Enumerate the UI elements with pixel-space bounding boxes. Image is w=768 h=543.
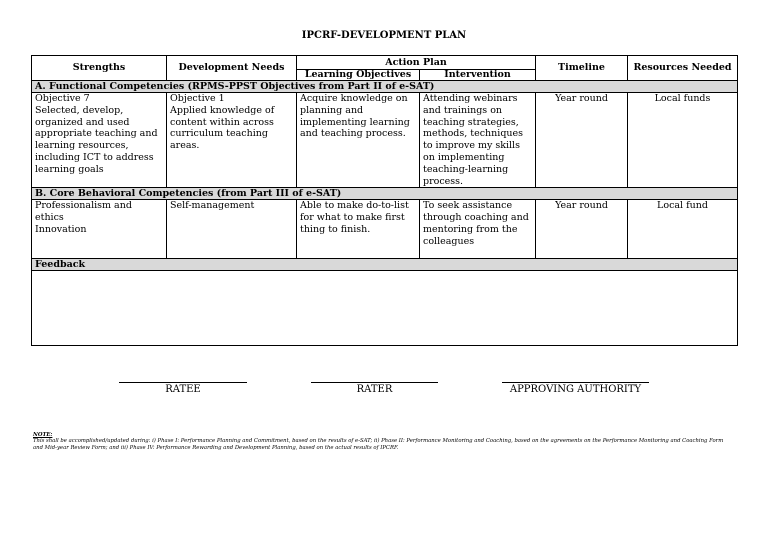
header-strengths: Strengths bbox=[32, 56, 167, 81]
table-row bbox=[32, 200, 738, 259]
section-b-intervention: To seek assistance through coaching and mentoring from the colleagues bbox=[420, 200, 536, 259]
feedback-field[interactable] bbox=[32, 271, 738, 346]
section-a-timeline: Year round bbox=[536, 93, 628, 188]
section-a-heading: A. Functional Competencies (RPMS-PPST Objectives from Part II of e-SAT) bbox=[32, 81, 738, 93]
footnote-text: This shall be accomplished/updated during: i) Phase I: Performance Planning and Commitment, based on the results of e-SAT; ii) Phase II: Performance Monitoring and Coaching, based on the agreements on the Performance Monitoring and Coaching Form and Mid-year Review Form; and iii) Phase IV: Performance Rewarding and Development Planning, based on the actual results of IPCRF. bbox=[33, 438, 724, 451]
section-b-timeline: Year round bbox=[536, 200, 628, 259]
section-b-resources: Local fund bbox=[628, 200, 738, 259]
section-a-resources: Local funds bbox=[628, 93, 738, 188]
header-resources-needed: Resources Needed bbox=[628, 56, 738, 81]
section-a-learning-objectives: Acquire knowledge on planning and implementing learning and teaching process. bbox=[297, 93, 420, 188]
signature-line-ratee: RATEE bbox=[119, 382, 247, 395]
footnote bbox=[33, 432, 733, 451]
signature-line-approving-authority: APPROVING AUTHORITY bbox=[502, 382, 649, 395]
footnote-label: NOTE: bbox=[33, 432, 53, 438]
section-a-strengths: Objective 7 Selected, develop, organized and used appropriate teaching and learning resources, including ICT to address learning goals bbox=[32, 93, 167, 188]
section-a-development-needs: Objective 1 Applied knowledge of content within across curriculum teaching areas. bbox=[167, 93, 297, 188]
header-learning-objectives: Learning Objectives bbox=[297, 70, 420, 81]
document-title: IPCRF-DEVELOPMENT PLAN bbox=[301, 30, 467, 41]
header-action-plan: Action Plan bbox=[297, 56, 536, 70]
header-timeline: Timeline bbox=[536, 56, 628, 81]
signature-line-rater: RATER bbox=[311, 382, 438, 395]
section-b-strengths: Professionalism and ethics Innovation bbox=[32, 200, 167, 259]
development-plan-table bbox=[31, 55, 738, 346]
section-b-development-needs: Self-management bbox=[167, 200, 297, 259]
section-a-intervention: Attending webinars and trainings on teaching strategies, methods, techniques to improve my skills on implementing teaching-learning process. bbox=[420, 93, 536, 188]
section-b-learning-objectives: Able to make do-to-list for what to make first thing to finish. bbox=[297, 200, 420, 259]
header-development-needs: Development Needs bbox=[167, 56, 297, 81]
section-b-heading: B. Core Behavioral Competencies (from Part III of e-SAT) bbox=[32, 188, 738, 200]
header-intervention: Intervention bbox=[420, 70, 536, 81]
feedback-heading: Feedback bbox=[32, 259, 738, 271]
table-row bbox=[32, 93, 738, 188]
